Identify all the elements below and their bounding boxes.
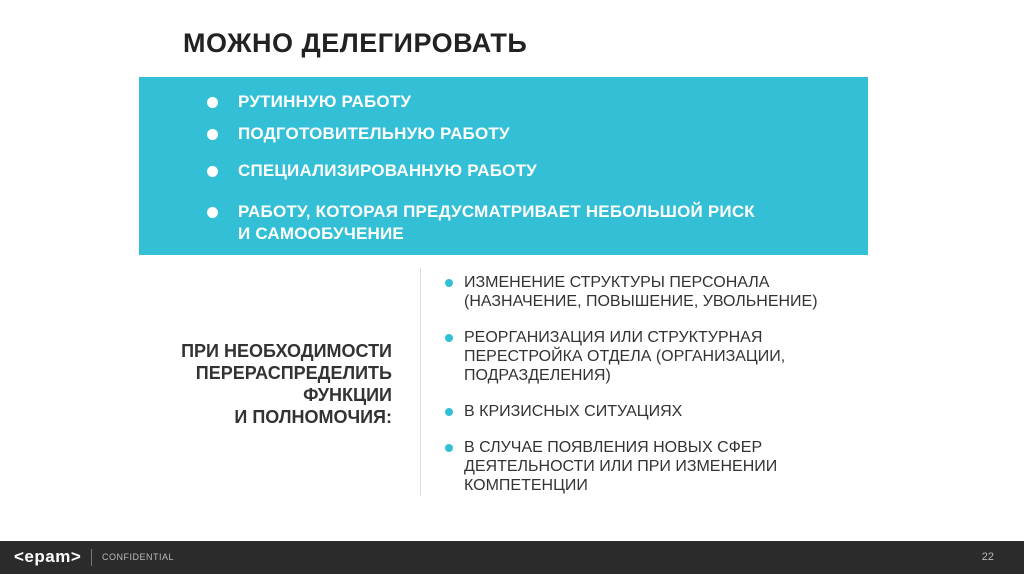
side-label-line: ПЕРЕРАСПРЕДЕЛИТЬ	[195, 363, 392, 383]
banner-item-text: РУТИННУЮ РАБОТУ	[238, 92, 412, 111]
delegation-banner	[139, 77, 868, 255]
bullet-icon	[207, 207, 218, 218]
list-item	[464, 402, 884, 421]
list-item-line: ПОДРАЗДЕЛЕНИЯ)	[464, 367, 611, 384]
list-item	[464, 273, 884, 311]
banner-item	[238, 123, 510, 145]
list-item-line: РЕОРГАНИЗАЦИЯ ИЛИ СТРУКТУРНАЯ	[464, 329, 763, 346]
list-item-line: КОМПЕТЕНЦИИ	[464, 477, 588, 494]
list-item-line: ПЕРЕСТРОЙКА ОТДЕЛА (ОРГАНИЗАЦИИ,	[464, 348, 786, 365]
footer-separator	[91, 549, 92, 566]
banner-item	[238, 201, 755, 245]
bullet-icon	[445, 444, 453, 452]
banner-item	[238, 160, 537, 182]
footer-bar	[0, 541, 1024, 574]
list-item-line: В КРИЗИСНЫХ СИТУАЦИЯХ	[464, 403, 683, 420]
side-label-line: ПРИ НЕОБХОДИМОСТИ	[181, 341, 392, 361]
banner-item-text: ПОДГОТОВИТЕЛЬНУЮ РАБОТУ	[238, 124, 510, 143]
list-item	[464, 328, 884, 385]
vertical-divider	[420, 268, 421, 496]
banner-item-text: РАБОТУ, КОТОРАЯ ПРЕДУСМАТРИВАЕТ НЕБОЛЬШОЙ РИСК	[238, 202, 755, 221]
slide-title: МОЖНО ДЕЛЕГИРОВАТЬ	[183, 28, 528, 58]
bullet-icon	[445, 408, 453, 416]
list-item-line: В СЛУЧАЕ ПОЯВЛЕНИЯ НОВЫХ СФЕР	[464, 439, 763, 456]
list-item	[464, 438, 884, 495]
banner-item	[238, 91, 411, 113]
banner-item-text: И САМООБУЧЕНИЕ	[238, 224, 404, 243]
side-label-line: ФУНКЦИИ	[303, 385, 392, 405]
bullet-icon	[445, 279, 453, 287]
bullet-icon	[207, 97, 218, 108]
list-item-line: (НАЗНАЧЕНИЕ, ПОВЫШЕНИЕ, УВОЛЬНЕНИЕ)	[464, 293, 818, 310]
page-number: 22	[981, 551, 994, 563]
side-label	[132, 340, 392, 428]
bullet-icon	[445, 334, 453, 342]
confidential-label: CONFIDENTIAL	[102, 552, 175, 562]
banner-item-text: СПЕЦИАЛИЗИРОВАННУЮ РАБОТУ	[238, 161, 537, 180]
list-item-line: ИЗМЕНЕНИЕ СТРУКТУРЫ ПЕРСОНАЛА	[464, 274, 770, 291]
bullet-icon	[207, 166, 218, 177]
list-item-line: ДЕЯТЕЛЬНОСТИ ИЛИ ПРИ ИЗМЕНЕНИИ	[464, 458, 778, 475]
bullet-icon	[207, 129, 218, 140]
epam-logo: <epam>	[14, 547, 82, 566]
side-label-line: И ПОЛНОМОЧИЯ:	[234, 407, 392, 427]
